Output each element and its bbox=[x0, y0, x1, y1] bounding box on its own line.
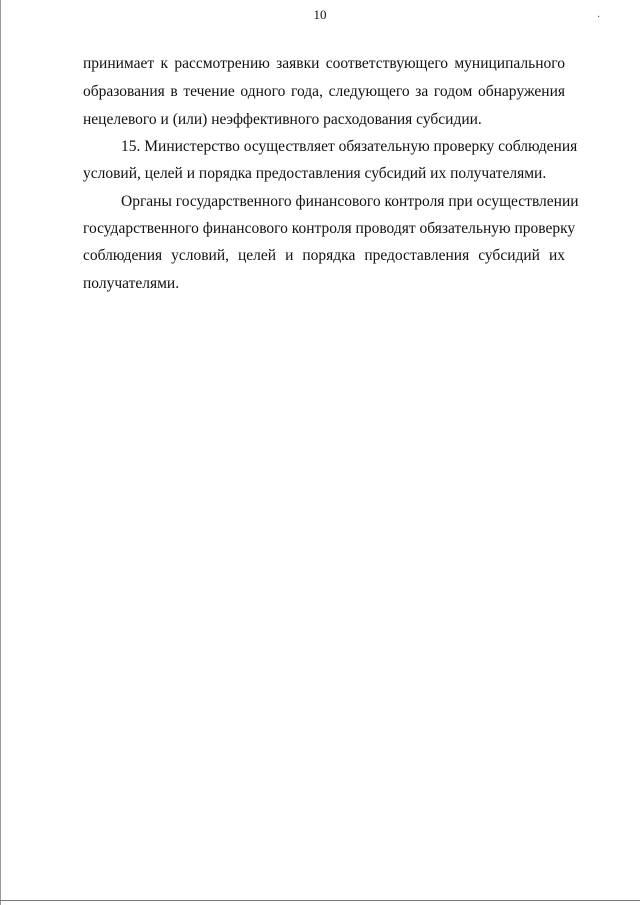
paragraph-1-line-2: образования в течение одного года, следующего за годом обнаружения bbox=[83, 83, 565, 100]
scan-mark: · bbox=[597, 12, 601, 23]
scan-edge-left bbox=[0, 0, 1, 905]
paragraph-3-line-4: получателями. bbox=[83, 275, 180, 292]
paragraph-2-line-1: 15. Министерство осуществляет обязательную проверку соблюдения bbox=[121, 138, 578, 155]
page-number: 10 bbox=[313, 7, 327, 22]
paragraph-3-line-3: соблюдения условий, целей и порядка предоставления субсидий их bbox=[83, 247, 565, 264]
paragraph-2-line-2: условий, целей и порядка предоставления субсидий их получателями. bbox=[83, 165, 547, 182]
scan-edge-bottom bbox=[0, 900, 640, 901]
paragraph-3-line-2: государственного финансового контроля проводят обязательную проверку bbox=[83, 220, 576, 237]
paragraph-1-line-1: принимает к рассмотрению заявки соответствующего муниципального bbox=[83, 55, 565, 72]
paragraph-1-line-3: нецелевого и (или) неэффективного расходования субсидии. bbox=[83, 111, 482, 128]
paragraph-3-line-1: Органы государственного финансового контроля при осуществлении bbox=[121, 193, 579, 210]
